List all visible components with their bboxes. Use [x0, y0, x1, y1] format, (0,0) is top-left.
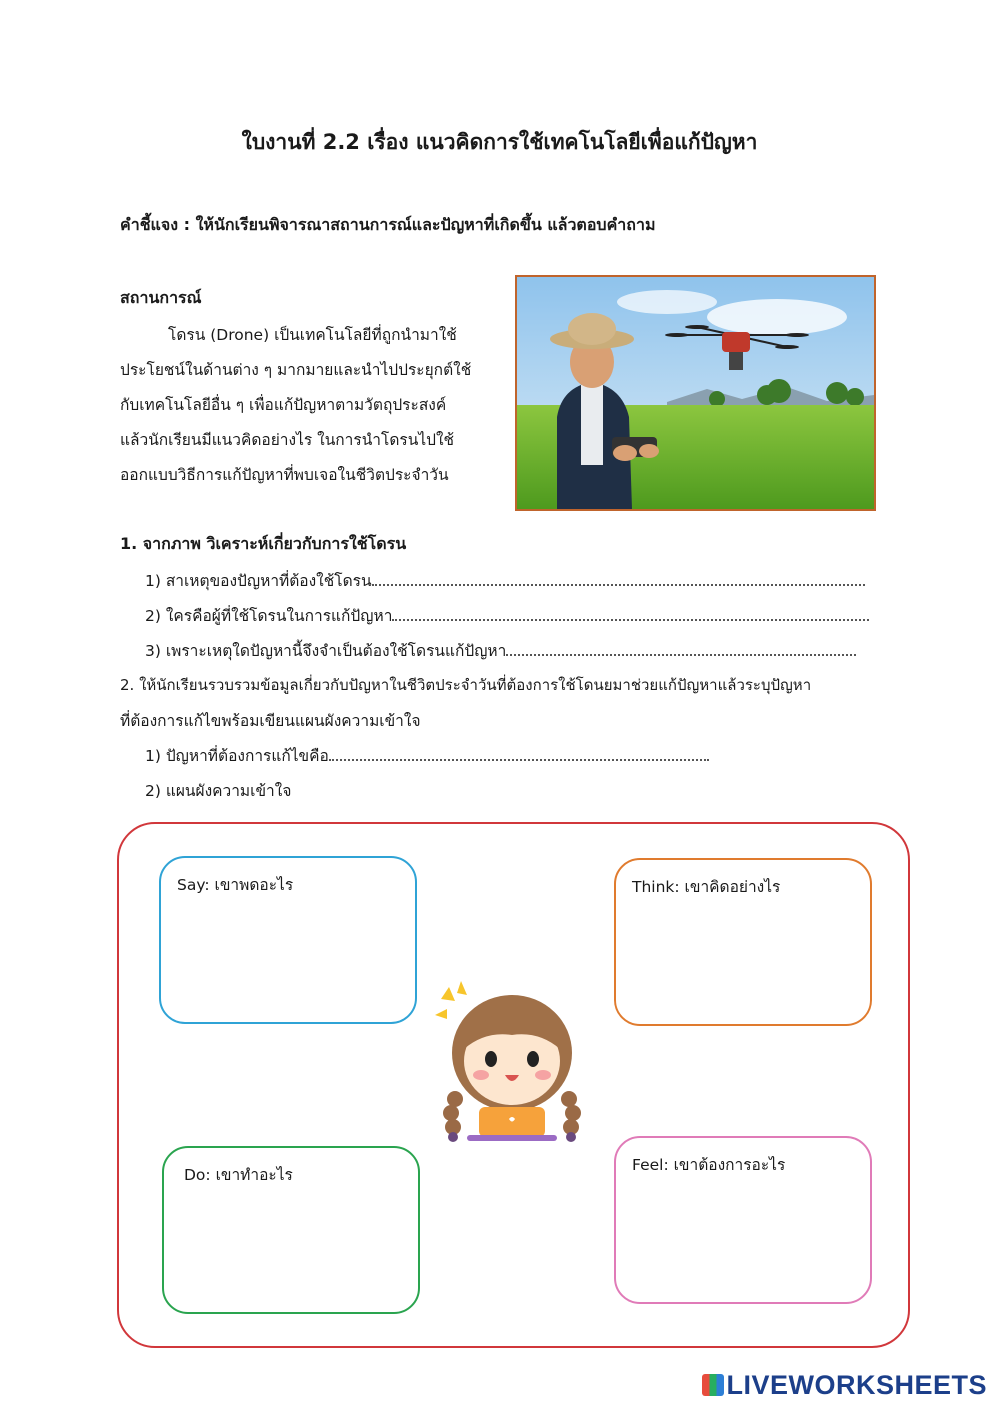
do-box[interactable]: [162, 1146, 420, 1314]
say-label: Say: เขาพดอะไร: [177, 876, 294, 894]
situation-line: ประโยชน์ในด้านต่าง ๆ มากมายและนำไปประยุกต์ใช้: [120, 361, 472, 379]
answer-line[interactable]: [372, 570, 865, 586]
answer-line[interactable]: [506, 640, 856, 656]
question-1-heading: 1. จากภาพ วิเคราะห์เกี่ยวกับการใช้โดรน: [120, 534, 407, 553]
question-text: 3) เพราะเหตุใดปัญหานี้จึงจำเป็นต้องใช้โดรนแก้ปัญหา: [145, 642, 507, 660]
answer-line[interactable]: [329, 745, 709, 761]
think-label: Think: เขาคิดอย่างไร: [632, 878, 781, 896]
feel-box[interactable]: [614, 1136, 872, 1304]
question-1-item-3: [145, 638, 856, 663]
instructions: คำชี้แจง : ให้นักเรียนพิจารณาสถานการณ์และปัญหาที่เกิดขึ้น แล้วตอบคำถาม: [120, 215, 656, 234]
worksheet-title: ใบงานที่ 2.2 เรื่อง แนวคิดการใช้เทคโนโลยีเพื่อแก้ปัญหา: [241, 130, 758, 154]
situation-heading: สถานการณ์: [120, 288, 202, 307]
say-box[interactable]: [159, 856, 417, 1024]
question-text: 2) ใครคือผู้ที่ใช้โดรนในการแก้ปัญหา: [145, 607, 393, 625]
question-2-line-1: 2. ให้นักเรียนรวบรวมข้อมูลเกี่ยวกับปัญหาในชีวิตประจำวันที่ต้องการใช้โดนยมาช่วยแก้ปัญหาแล้วระบุปัญหา: [120, 676, 812, 694]
think-box[interactable]: [614, 858, 872, 1026]
do-label: Do: เขาทำอะไร: [184, 1166, 293, 1184]
question-2-line-2: ที่ต้องการแก้ไขพร้อมเขียนแผนผังความเข้าใจ: [120, 712, 421, 730]
situation-line: โดรน (Drone) เป็นเทคโนโลยีที่ถูกนำมาใช้: [168, 326, 457, 344]
situation-line: แล้วนักเรียนมีแนวคิดอย่างไร ในการนำโดรนไปใช้: [120, 431, 455, 449]
drone-farmer-photo: [515, 275, 876, 511]
question-text: 1) ปัญหาที่ต้องการแก้ไขคือ: [145, 747, 329, 765]
liveworksheets-logo: [702, 1370, 987, 1401]
question-1-item-2: [145, 603, 869, 628]
feel-label: Feel: เขาต้องการอะไร: [632, 1156, 786, 1174]
girl-with-laptop-illustration: [429, 979, 594, 1149]
empathy-map-frame: [117, 822, 910, 1348]
situation-line: ออกแบบวิธีการแก้ปัญหาที่พบเจอในชีวิตประจำวัน: [120, 466, 449, 484]
answer-line[interactable]: [392, 605, 869, 621]
situation-line: กับเทคโนโลยีอื่น ๆ เพื่อแก้ปัญหาตามวัตถุประสงค์: [120, 396, 447, 414]
question-1-item-1: [145, 568, 865, 593]
question-text: 1) สาเหตุของปัญหาที่ต้องใช้โดรน: [145, 572, 372, 590]
question-2-item-1: [145, 743, 709, 768]
situation-paragraph: [120, 318, 500, 493]
liveworksheets-wordmark: LIVEWORKSHEETS: [726, 1370, 987, 1400]
question-2-item-2: 2) แผนผังความเข้าใจ: [145, 782, 292, 800]
liveworksheets-icon: [702, 1374, 724, 1396]
